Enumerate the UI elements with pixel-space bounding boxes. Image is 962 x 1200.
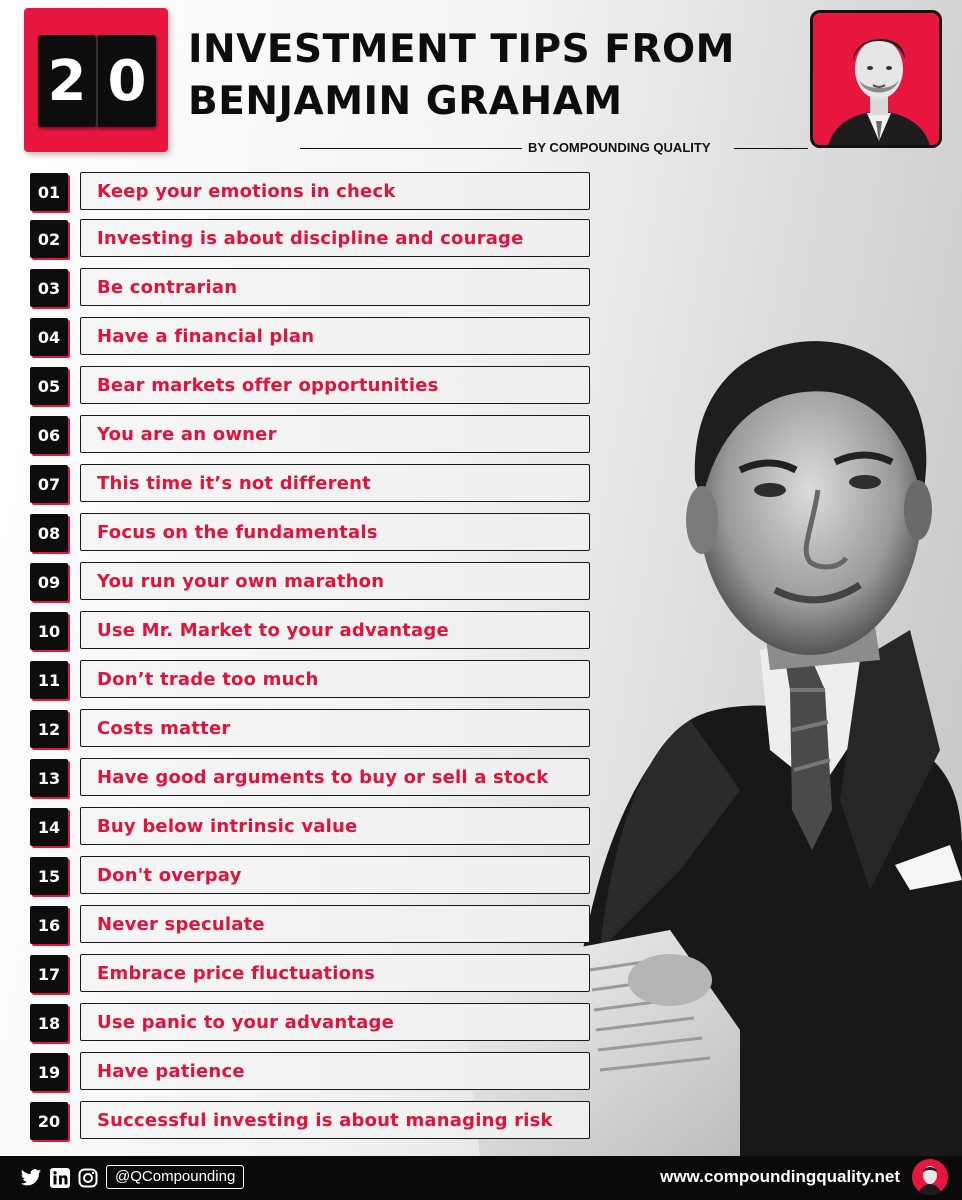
footer-avatar [912, 1159, 948, 1195]
tip-text: Bear markets offer opportunities [80, 366, 590, 404]
instagram-icon[interactable] [78, 1168, 98, 1192]
list-item [30, 611, 592, 651]
tip-text: This time it’s not different [80, 464, 590, 502]
list-item [30, 954, 592, 994]
tip-number: 20 [30, 1102, 68, 1140]
badge-digit: 0 [96, 35, 156, 127]
tip-number: 01 [30, 173, 68, 211]
number-badge [24, 8, 168, 152]
tip-number: 19 [30, 1053, 68, 1091]
author-illustration [813, 13, 942, 148]
tip-number: 14 [30, 808, 68, 846]
page-title [188, 24, 808, 128]
list-item [30, 172, 592, 212]
tip-number: 05 [30, 367, 68, 405]
linkedin-icon[interactable] [50, 1168, 70, 1192]
list-item [30, 562, 592, 602]
website-link[interactable]: www.compoundingquality.net [660, 1167, 900, 1186]
tip-text: Never speculate [80, 905, 590, 943]
tip-text: Buy below intrinsic value [80, 807, 590, 845]
tip-number: 12 [30, 710, 68, 748]
tip-number: 03 [30, 269, 68, 307]
tip-text: Use panic to your advantage [80, 1003, 590, 1041]
twitter-icon[interactable] [20, 1168, 42, 1192]
tip-number: 09 [30, 563, 68, 601]
list-item [30, 464, 592, 504]
tip-text: Have a financial plan [80, 317, 590, 355]
tip-number: 13 [30, 759, 68, 797]
tip-number: 06 [30, 416, 68, 454]
tip-text: Don’t trade too much [80, 660, 590, 698]
tip-text: Investing is about discipline and courage [80, 219, 590, 257]
list-item [30, 268, 592, 308]
tip-number: 04 [30, 318, 68, 356]
tip-text: Successful investing is about managing risk [80, 1101, 590, 1139]
list-item [30, 317, 592, 357]
list-item [30, 856, 592, 896]
tip-text: Have patience [80, 1052, 590, 1090]
tip-text: Keep your emotions in check [80, 172, 590, 210]
list-item [30, 660, 592, 700]
list-item [30, 709, 592, 749]
list-item [30, 1003, 592, 1043]
list-item [30, 1101, 592, 1141]
footer [0, 1156, 962, 1200]
tip-text: Be contrarian [80, 268, 590, 306]
byline-rule-left [300, 148, 522, 149]
list-item [30, 219, 592, 259]
tip-text: Have good arguments to buy or sell a stock [80, 758, 590, 796]
tip-number: 02 [30, 220, 68, 258]
tip-text: You run your own marathon [80, 562, 590, 600]
list-item [30, 1052, 592, 1092]
byline: BY COMPOUNDING QUALITY [528, 140, 711, 155]
tip-number: 17 [30, 955, 68, 993]
tip-number: 10 [30, 612, 68, 650]
social-handle[interactable]: @QCompounding [106, 1165, 244, 1189]
tip-number: 08 [30, 514, 68, 552]
byline-rule-right [734, 148, 808, 149]
tip-number: 16 [30, 906, 68, 944]
tip-number: 07 [30, 465, 68, 503]
list-item [30, 905, 592, 945]
list-item [30, 415, 592, 455]
tip-text: Embrace price fluctuations [80, 954, 590, 992]
tip-text: Don't overpay [80, 856, 590, 894]
tip-number: 11 [30, 661, 68, 699]
badge-digit: 2 [38, 35, 96, 127]
author-avatar [810, 10, 942, 148]
list-item [30, 366, 592, 406]
list-item [30, 513, 592, 553]
title-line-2: BENJAMIN GRAHAM [188, 79, 623, 124]
tip-text: Use Mr. Market to your advantage [80, 611, 590, 649]
list-item [30, 758, 592, 798]
list-item [30, 807, 592, 847]
tip-number: 18 [30, 1004, 68, 1042]
tip-number: 15 [30, 857, 68, 895]
tip-text: You are an owner [80, 415, 590, 453]
tip-text: Focus on the fundamentals [80, 513, 590, 551]
title-line-1: INVESTMENT TIPS FROM [188, 27, 735, 72]
tip-text: Costs matter [80, 709, 590, 747]
